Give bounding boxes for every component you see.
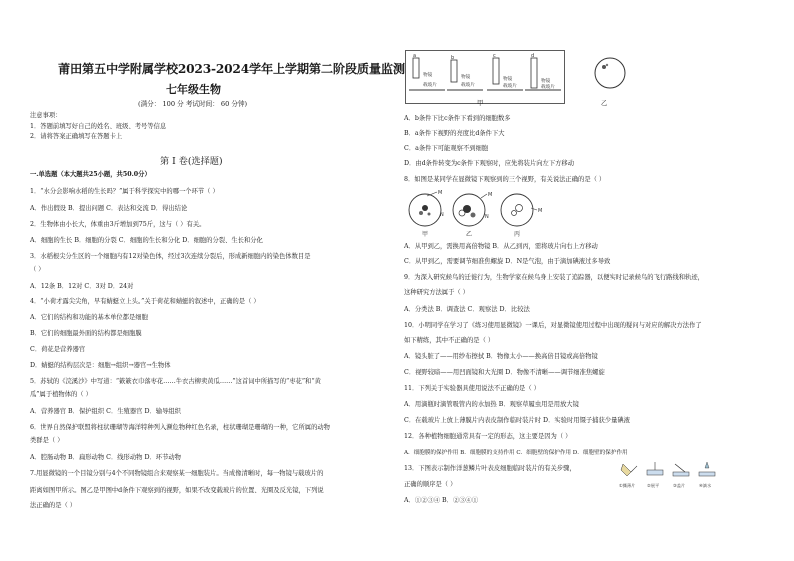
question-line: 9．为深入研究候鸟的迁徙行为，生物学家在候鸟身上安装了追踪器，以便实时记录候鸟的飞行路线和轨迹， — [404, 274, 704, 281]
pointer-line — [531, 208, 537, 210]
label-slide: 载玻片 — [541, 85, 555, 90]
label-objective: 物镜 — [423, 73, 433, 78]
three-views-figure — [407, 188, 547, 240]
question-line: A．它们的结构和功能的基本单位都是细胞 — [30, 314, 148, 321]
option-line: A．分类法 B．调查法 C．观察法 D．比较法 — [404, 306, 530, 313]
question-line: A．腔肠动物 B．扁形动物 C．线形动物 D．环节动物 — [30, 454, 181, 461]
view-field-circle — [595, 58, 625, 88]
step-drop-icon — [699, 462, 715, 476]
label-d: d — [531, 53, 535, 59]
option-line: A．镜头脏了——用纱布擦拭 B．物像太小——换高倍目镜或高倍物镜 — [404, 353, 598, 360]
question-line: A．12条 B．12对 C．3对 D．24对 — [30, 283, 134, 290]
slide-steps-figure — [617, 460, 725, 490]
step-tear-icon — [621, 464, 637, 476]
figure-caption-jia: 甲 — [477, 100, 484, 107]
section-title: 第 I 卷(选择题) — [160, 156, 223, 167]
exam-meta: (满分： 100 分 考试时间： 60 分钟) — [138, 100, 248, 108]
section-part: 一.单选题（本大题共25小题，共50.0分） — [30, 171, 151, 178]
step-label: ②展平 — [647, 483, 660, 488]
option-line: C．视野较暗——用凹面镜和大光圈 D．物像不清晰——调节细准焦螺旋 — [404, 369, 605, 376]
mark-label: M — [488, 192, 493, 198]
question-line: 距离如图甲所示。图乙是甲图中d条件下观察到的视野，如果不改变载玻片的位置、光圈及反光镜，下列说 — [30, 487, 324, 494]
exam-title: 莆田第五中学附属学校2023-2024学年上学期第二阶段质量监测 — [58, 62, 405, 76]
question-line: 瓜”属于植物体的（ ） — [30, 391, 92, 398]
cell-dot — [606, 64, 608, 66]
question-line: 如下精练，其中不正确的是（ ） — [404, 337, 495, 344]
question-line: A．营养器官 B．保护组织 C．生殖器官 D．输导组织 — [30, 408, 181, 415]
view-jia — [409, 194, 441, 226]
mark-label: N — [440, 212, 444, 218]
mark-label: M — [438, 190, 443, 196]
option-line: B．a条件下视野的亮度比d条件下大 — [404, 130, 505, 137]
mark-label: N — [485, 214, 489, 220]
step-label: ③盖片 — [673, 483, 686, 488]
option-line: A．b条件下比c条件下看到的细胞数多 — [404, 115, 511, 122]
question-line: A．细胞的生长 B．细胞的分裂 C．细胞的生长和分化 D．细胞的分裂、生长和分化 — [30, 237, 263, 244]
question-line: 13．下图表示制作洋葱鳞片叶表皮细胞临时装片的有关步骤， — [404, 465, 576, 472]
label-slide: 载玻片 — [423, 83, 437, 88]
view-caption: 丙 — [514, 231, 521, 238]
step-label: ①撕薄片 — [619, 483, 636, 488]
option-line: A．细胞膜的保护作用 B．细胞膜的支持作用 C．细胞壁的保护作用 D．细胞壁的保护作用 — [404, 450, 628, 456]
notice-item: 1．答题前填写好自己的姓名、班级、考号等信息 — [30, 123, 167, 130]
question-line: 7.用显微镜的一个目镜分别与4个不同物镜组合来观察某一细胞装片。当成像清晰时，每一物镜与载玻片的 — [30, 470, 324, 477]
step-spread-icon — [647, 462, 663, 475]
question-line: A．作出假设 B．提出问题 C．表达和交流 D．得出结论 — [30, 205, 188, 212]
label-c: c — [493, 53, 496, 59]
question-line: 11．下列关于实验器具使用说法不正确的是（ ） — [404, 385, 540, 392]
question-line: 法正确的是（ ） — [30, 502, 77, 509]
label-objective: 物镜 — [541, 79, 551, 84]
question-line: B．它们的细胞最外面的结构都是细胞膜 — [30, 330, 142, 337]
figure-caption-yi: 乙 — [601, 100, 608, 107]
view-caption: 乙 — [466, 231, 473, 238]
pointer-line — [481, 194, 487, 198]
question-line: 8．如图是某同学在显微镜下观察到的三个视野，有关说法正确的是（ ） — [404, 176, 606, 183]
option-line: C．在载玻片上放上薄膜片内表皮制作临时装片时 D．实验时用镊子捕获少量碘液 — [404, 417, 630, 424]
step-label: ④滴水 — [699, 483, 712, 488]
question-line: C．荷花是营养器官 — [30, 346, 86, 353]
label-slide: 载玻片 — [503, 84, 517, 89]
option-line: D．由d条件转变为c条件下观察时，应先将装片向左下方移动 — [404, 160, 575, 167]
question-line: 12．各种植物细胞通常具有一定的形态，这主要是因为（ ） — [404, 433, 572, 440]
microscope-figure-jia — [405, 50, 565, 104]
label-objective: 物镜 — [503, 77, 513, 82]
question-line: 类群是（ ） — [30, 437, 64, 444]
question-line: 这种研究方法属于（ ） — [404, 289, 469, 296]
mark-label: M — [538, 208, 543, 214]
label-b: b — [451, 55, 455, 61]
exam-subject: 七年级生物 — [166, 83, 221, 96]
microscope-view-yi — [593, 56, 627, 90]
option-line: C．a条件下可能观察不到细胞 — [404, 145, 489, 152]
view-bing — [501, 194, 533, 226]
view-caption: 甲 — [422, 231, 429, 238]
question-line: 2．生物体由小长大，体重由3斤增加到75斤，这与（ ）有关。 — [30, 221, 206, 228]
notice-item: 2．请将答案正确填写在答题卡上 — [30, 133, 123, 140]
option-line: A．用滴瓶时滴管吸管内的水加热 B．观察草履虫用是用放大镜 — [404, 401, 579, 408]
label-slide: 载玻片 — [461, 83, 475, 88]
cell-dot — [602, 65, 606, 69]
question-line: 3．水稻根尖分生区的一个细胞内有12对染色体，经过3次连续分裂后，形成新细胞内的染色体数目是 — [30, 253, 311, 260]
option-line: A．①②③④ B．②③④① — [404, 497, 479, 504]
question-line: 正确的顺序是（ ） — [404, 481, 457, 488]
label-a: a — [413, 53, 417, 59]
option-line: C．从甲到乙，需要调节细准焦螺旋 D．N是气泡，由于滴加碘液过多导致 — [404, 258, 611, 265]
question-line: （ ） — [30, 266, 45, 273]
option-line: A．从甲到乙，需换用高倍物镜 B．从乙到丙，需将玻片向右上方移动 — [404, 243, 598, 250]
step-cover-icon — [673, 464, 689, 476]
view-yi — [453, 194, 485, 226]
question-line: 5．苏轼的《浣溪沙》中写道：“簌簌衣巾落枣花……牛衣古柳卖黄瓜……”这首词中所描写的“枣花”和“黄 — [30, 378, 321, 385]
question-line: 1．“水分会影响水稻的生长吗？”属于科学探究中的哪一个环节（ ） — [30, 188, 219, 195]
question-line: 10．小明同学在学习了《练习使用显微镜》一课后，对显微镜使用过程中出现的疑问与对应的解决方法作了 — [404, 322, 702, 329]
question-line: D．蜻蜓的结构层次是：细胞→组织→器官→生物体 — [30, 362, 171, 369]
notice-heading: 注意事项： — [30, 112, 62, 119]
question-line: 4．“小荷才露尖尖角，早有蜻蜓立上头。”关于荷花和蜻蜓的叙述中，正确的是（ ） — [30, 298, 260, 305]
question-line: 6．世界自然保护联盟将柱状珊瑚等海洋特种列入濒危物种红色名录，柱状珊瑚是珊瑚的一种，它所属的动物 — [30, 424, 330, 431]
label-objective: 物镜 — [461, 75, 471, 80]
